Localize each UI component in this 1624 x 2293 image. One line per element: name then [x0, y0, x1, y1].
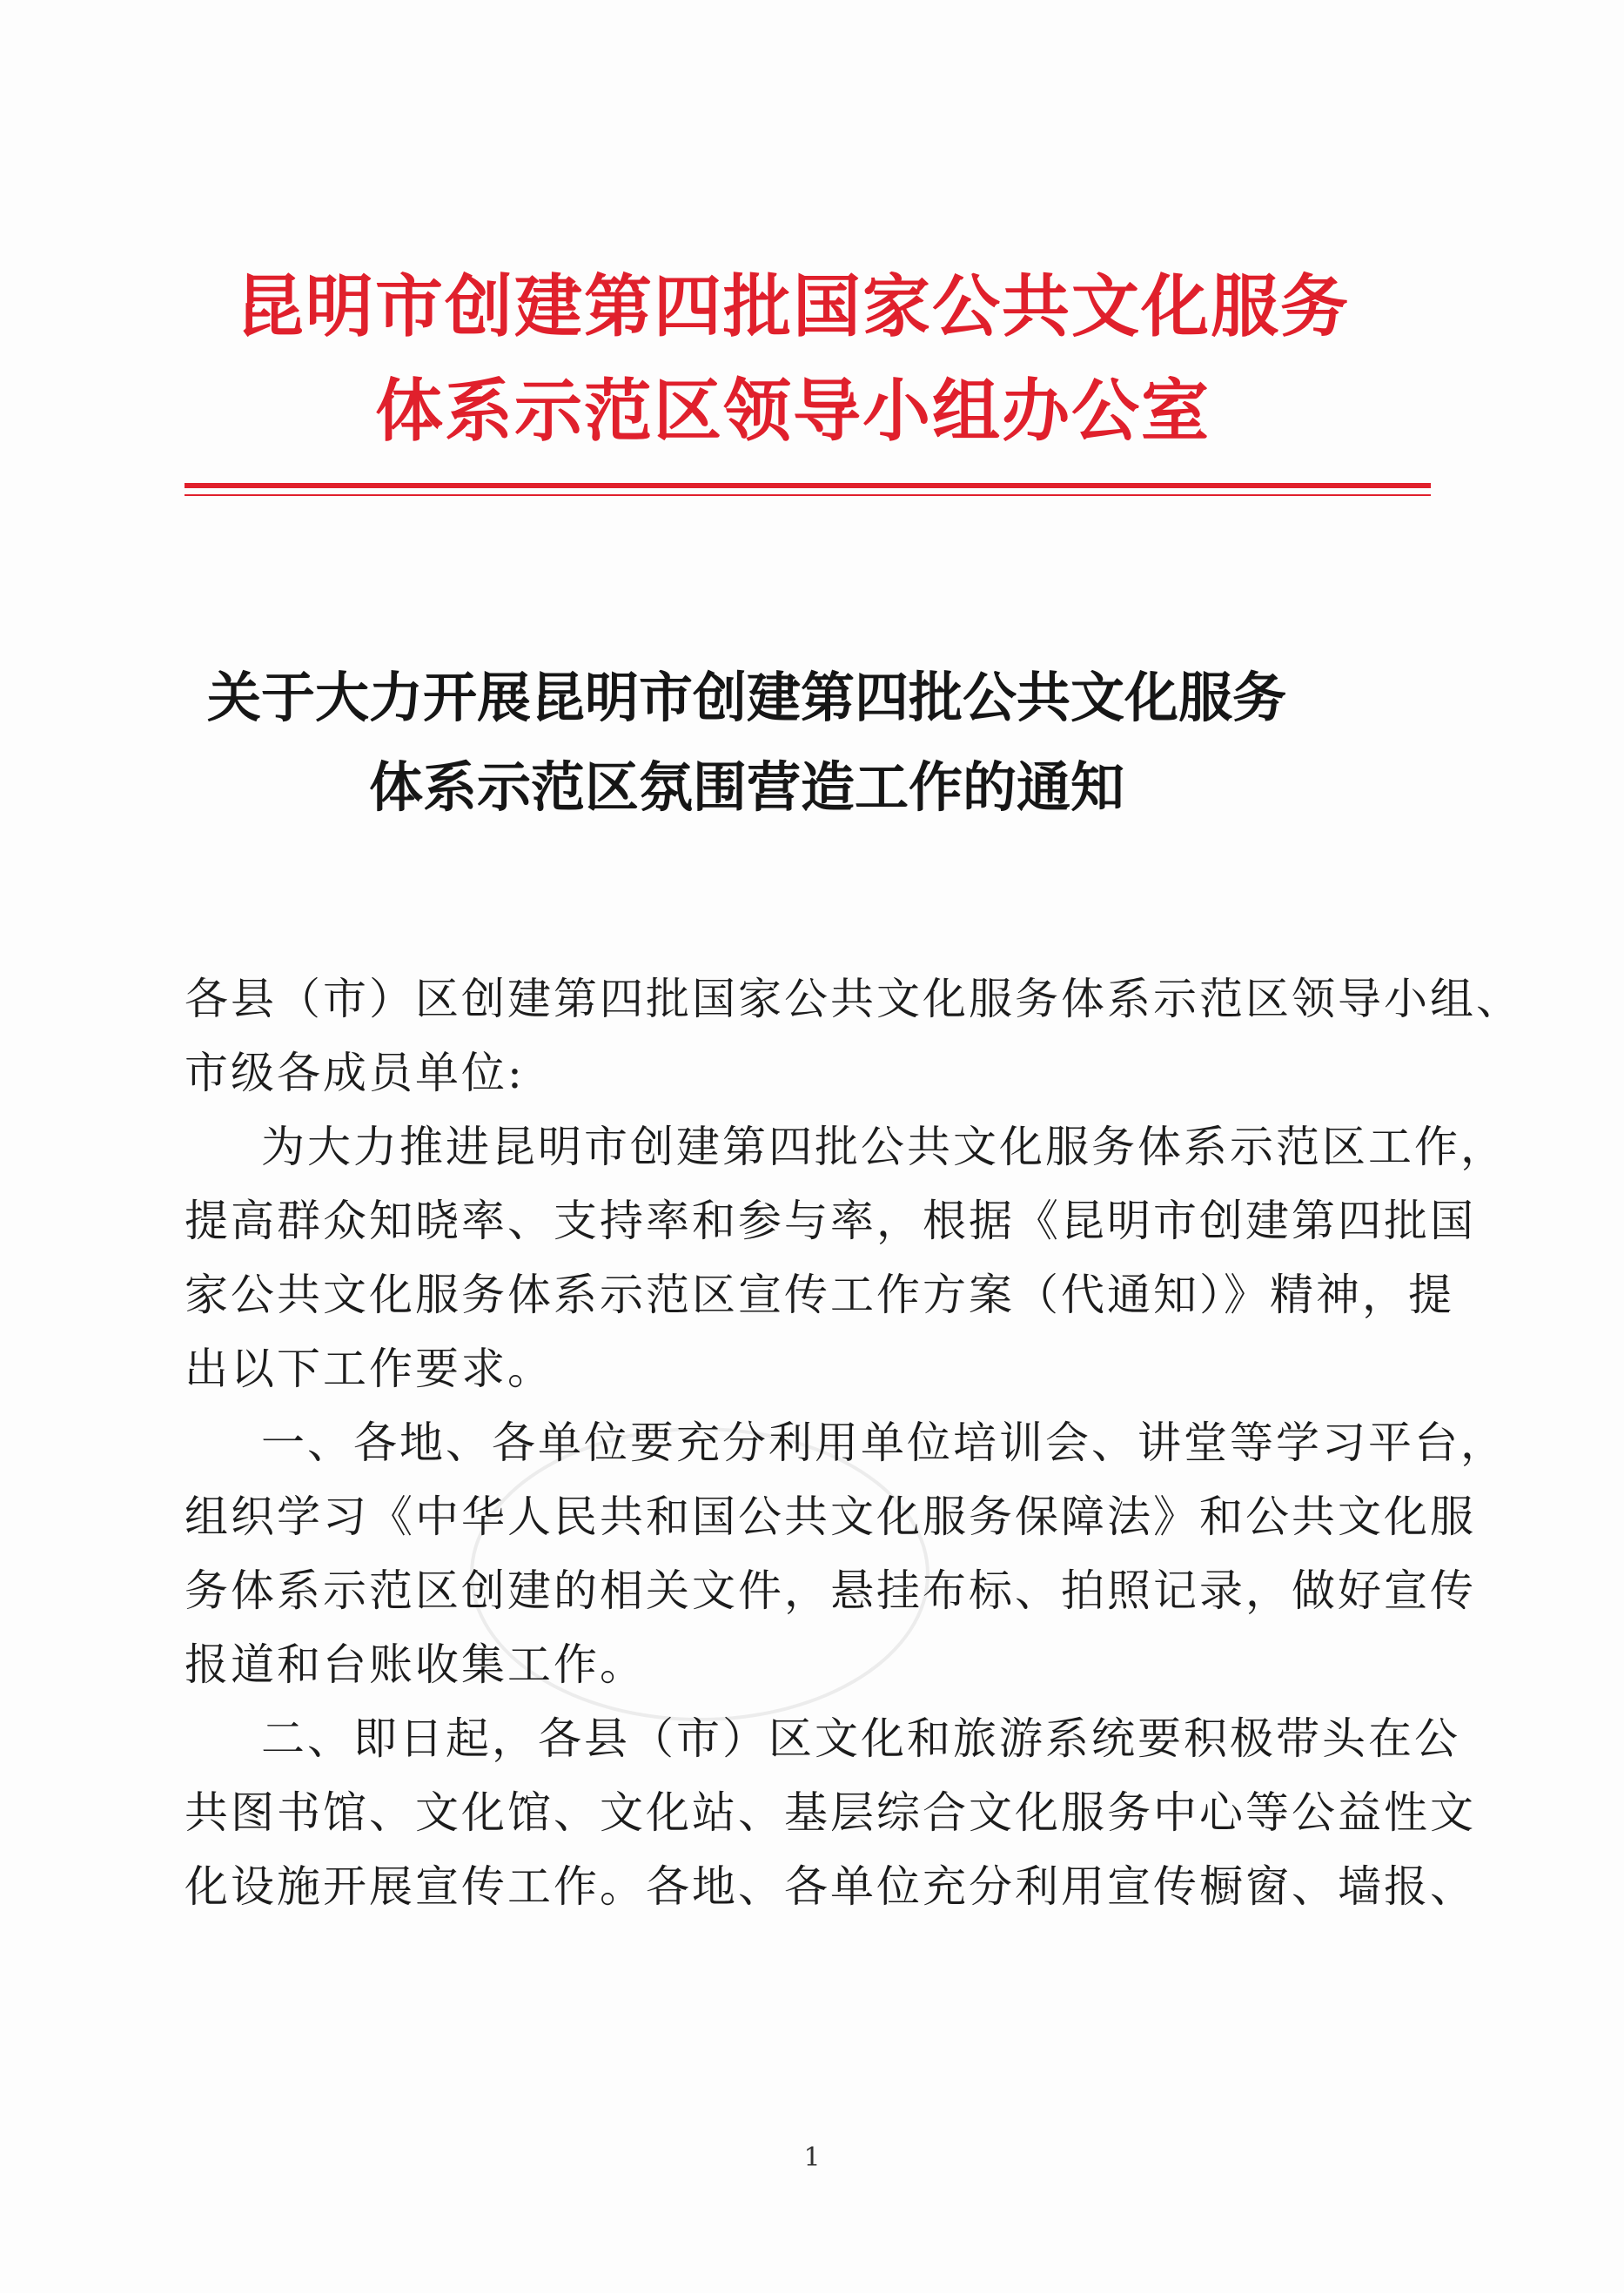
body-line-para1-3: 家公共文化服务体系示范区宣传工作方案（代通知）》精神，提 — [185, 1270, 1454, 1320]
body-line-para1-4: 出以下工作要求。 — [185, 1344, 554, 1394]
body-line-para3-2: 共图书馆、文化馆、文化站、基层综合文化服务中心等公益性文 — [185, 1787, 1476, 1838]
document-title-line-2: 体系示范区氛围营造工作的通知 — [368, 755, 1124, 819]
page-number: 1 — [803, 2142, 821, 2173]
body-line-para2-1: 一、各地、各单位要充分利用单位培训会、讲堂等学习平台， — [261, 1418, 1507, 1468]
body-line-para3-1: 二、即日起，各县（市）区文化和旅游系统要积极带头在公 — [261, 1713, 1460, 1764]
body-line-para1-1: 为大力推进昆明市创建第四批公共文化服务体系示范区工作， — [261, 1122, 1507, 1172]
body-line-salutation-1: 各县（市）区创建第四批国家公共文化服务体系示范区领导小组、 — [185, 974, 1522, 1024]
body-line-salutation-2: 市级各成员单位: — [185, 1048, 525, 1098]
red-divider-thin — [185, 494, 1431, 496]
issuer-header-line-1: 昆明市创建第四批国家公共文化服务 — [235, 267, 1350, 346]
issuer-header-line-2: 体系示范区领导小组办公室 — [374, 372, 1211, 451]
body-line-para2-4: 报道和台账收集工作。 — [185, 1639, 646, 1690]
body-line-para3-3: 化设施开展宣传工作。各地、各单位充分利用宣传橱窗、墙报、 — [185, 1861, 1476, 1912]
document-title-line-1: 关于大力开展昆明市创建第四批公共文化服务 — [206, 666, 1286, 729]
red-divider-thick — [185, 483, 1431, 488]
body-line-para2-2: 组织学习《中华人民共和国公共文化服务保障法》和公共文化服 — [185, 1492, 1476, 1542]
body-line-para1-2: 提高群众知晓率、支持率和参与率，根据《昆明市创建第四批国 — [185, 1196, 1476, 1246]
body-line-para2-3: 务体系示范区创建的相关文件，悬挂布标、拍照记录，做好宣传 — [185, 1566, 1476, 1616]
